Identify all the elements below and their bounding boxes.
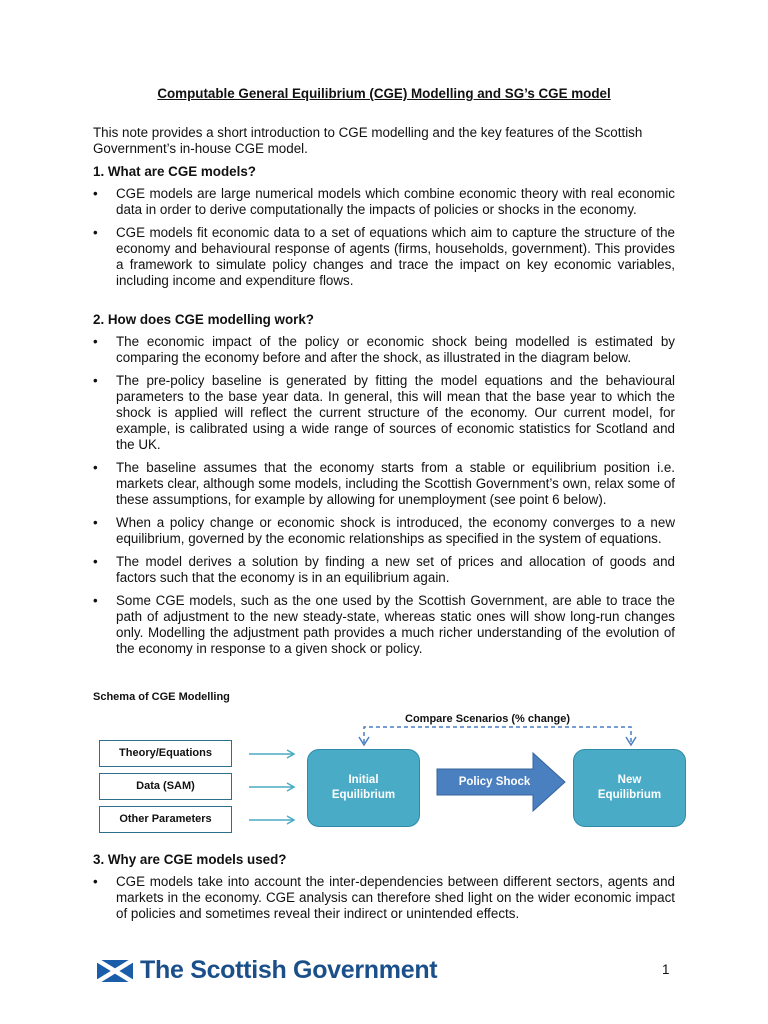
schema-title: Schema of CGE Modelling [93,691,230,703]
input-arrow-2 [249,783,294,791]
input-arrow-3 [249,816,294,824]
list-item: • The model derives a solution by finding a new set of prices and allocation of goods and factors such that the economy is in an equilibrium again. [93,554,675,585]
section-2-heading: 2. How does CGE modelling work? [93,312,314,327]
list-item: • Some CGE models, such as the one used by the Scottish Government, are able to trace the path of adjustment to the new steady-state, whereas static ones will show long-run changes only. Modelling the adjustment path provides a much richer understanding of the evolution of the economy in response to a given shock or policy. [93,593,675,656]
list-item: • When a policy change or economic shock is introduced, the economy converges to a new equilibrium, governed by the economic relationships as specified in the system of equations. [93,515,675,546]
input-arrow-1 [249,750,294,758]
compare-scenarios-label: Compare Scenarios (% change) [405,713,571,725]
list-item: • CGE models are large numerical models which combine economic theory with real economic data in order to derive computationally the impacts of policies or shocks in the economy. [93,186,675,217]
new-equilibrium-box: New Equilibrium [573,749,686,827]
compare-dashed-line [364,727,631,743]
list-item: • CGE models take into account the inter-dependencies between different sectors, agents and markets in the economy. CGE analysis can therefore shed light on the wider economic impact of policies and sometimes reveal their indirect or unintended effects. [93,874,675,921]
organisation-name: The Scottish Government [140,956,438,984]
input-box-parameters: Other Parameters [99,806,232,833]
intro-paragraph: This note provides a short introduction to CGE modelling and the key features of the Scottish Government’s in-house CGE model. [93,125,643,156]
list-item: • The economic impact of the policy or economic shock being modelled is estimated by comparing the economy before and after the shock, as illustrated in the diagram below. [93,334,675,365]
section-2-list [93,334,675,664]
list-item: • The baseline assumes that the economy starts from a stable or equilibrium position i.e. markets clear, although some models, including the Scottish Government’s own, relax some of these assumptions, for example by allowing for unemployment (see point 6 below). [93,460,675,507]
list-item: • The pre-policy baseline is generated by fitting the model equations and the behavioural parameters to the base year data. In general, this will mean that the base year to which the shock is applied will reflect the current structure of the economy. Our current model, for example, is calibrated using a wide range of sources of economic statistics for Scotland and the UK. [93,373,675,452]
document-title: Computable General Equilibrium (CGE) Modelling and SG’s CGE model [157,86,611,101]
section-3-list [93,874,675,929]
scottish-government-logo [97,956,437,986]
policy-shock-label: Policy Shock [458,776,531,788]
section-1-list [93,186,675,296]
page-number: 1 [662,962,670,977]
input-box-theory: Theory/Equations [99,740,232,767]
saltire-flag-icon [97,960,133,982]
section-1-heading: 1. What are CGE models? [93,164,256,179]
initial-equilibrium-box: Initial Equilibrium [307,749,420,827]
cge-schema-diagram [93,705,693,840]
list-item: • CGE models fit economic data to a set of equations which aim to capture the structure of the economy and behavioural response of agents (firms, households, government). This provides a framework to simulate policy changes and trace the impact on key economic variables, including income and expenditure flows. [93,225,675,288]
section-3-heading: 3. Why are CGE models used? [93,852,287,867]
input-box-data: Data (SAM) [99,773,232,800]
